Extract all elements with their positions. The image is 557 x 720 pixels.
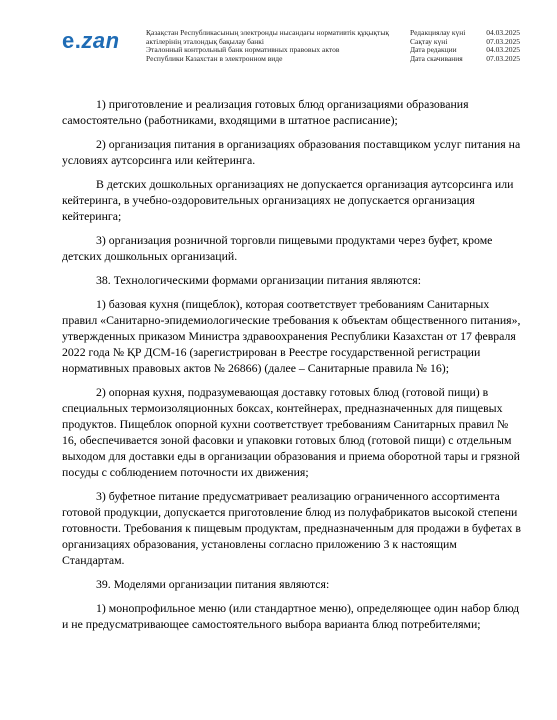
paragraph: 39. Моделями организации питания являются: [96,577,330,591]
paragraph: В детских дошкольных организациях не допускается организация аутсорсинга или кейтеринга, в учебно-оздоровительных организациях не допускается организация кейтеринга; [62,177,514,223]
logo-e: e. [62,28,82,53]
meta-label: Редакциялау күні [410,28,466,37]
paragraph: 1) базовая кухня (пищеблок), которая соответствует требованиям Санитарных правил «Санитарно-эпидемиологические требования к объектам общественного питания», утвержденных приказом Министра здравоохранения Республики Казахстан от 17 февраля 2022 года № ҚР ДСМ-16 (зарегистрирован в Реестре государственной регистрации нормативных правовых актов № 26866) (далее – Санитарные правила № 16); [62,297,521,375]
kz-line-1: Қазақстан Республикасының электронды нысандағы нормативтік құқықтық [146,28,390,37]
paragraph: 1) приготовление и реализация готовых блюд организациями образования самостоятельно (работниками, входящими в штатное расписание); [62,97,469,127]
paragraph: 3) буфетное питание предусматривает реализацию ограниченного ассортимента готовой продукции, допускается приготовление блюд из полуфабрикатов высокой степени готовности. Требования к пищевым продуктам, предназначенным для продажи в буфетах в организациях образования, установлены согласно приложению 3 к настоящим Стандартам. [62,489,521,567]
meta-label: Дата редакции [410,45,457,54]
source-description [146,29,396,63]
document-header [0,0,557,72]
paragraph: 2) организация питания в организациях образования поставщиком услуг питания на условиях аутсорсинга или кейтеринга. [62,137,521,167]
paragraph: 2) опорная кухня, подразумевающая доставку готовых блюд (готовой пищи) в специальных термоизоляционных боксах, контейнерах, предназначенных для пищевых продуктов. Пищеблок опорной кухни соответствует требованиям Санитарных правил № 16, обеспечивается зоной фасовки и упаковки готовых блюд (готовой пищи) с отдельным выходом для доставки еды в организации образования и приема оборотной тары и грязной посуды с соблюдением поточности их движения; [62,385,520,479]
meta-value: 07.03.2025 [486,36,520,46]
meta-value: 07.03.2025 [486,53,520,63]
ru-line-1: Эталонный контрольный банк нормативных правовых актов [146,45,340,54]
ru-line-2: Республики Казахстан в электронном виде [146,53,283,63]
paragraph: 1) монопрофильное меню (или стандартное меню), определяющее один набор блюд и не предусматривающее самостоятельного выбора варианта блюд потребителями; [62,601,520,631]
logo-zan: zan [81,28,120,53]
meta-value: 04.03.2025 [486,45,520,54]
meta-label: Дата скачивания [410,53,463,63]
meta-label: Сақтау күні [410,36,448,46]
paragraph: 38. Технологическими формами организации питания являются: [96,273,422,287]
ezan-logo [62,30,120,52]
meta-value: 04.03.2025 [486,28,520,37]
meta-row [410,55,520,64]
date-meta [410,29,520,63]
paragraph: 3) организация розничной торговли пищевыми продуктами через буфет, кроме детских дошкольных организаций. [62,233,493,263]
document-body [62,96,522,640]
kz-line-2: актілерінің эталондық бақылау банкі [146,36,265,46]
